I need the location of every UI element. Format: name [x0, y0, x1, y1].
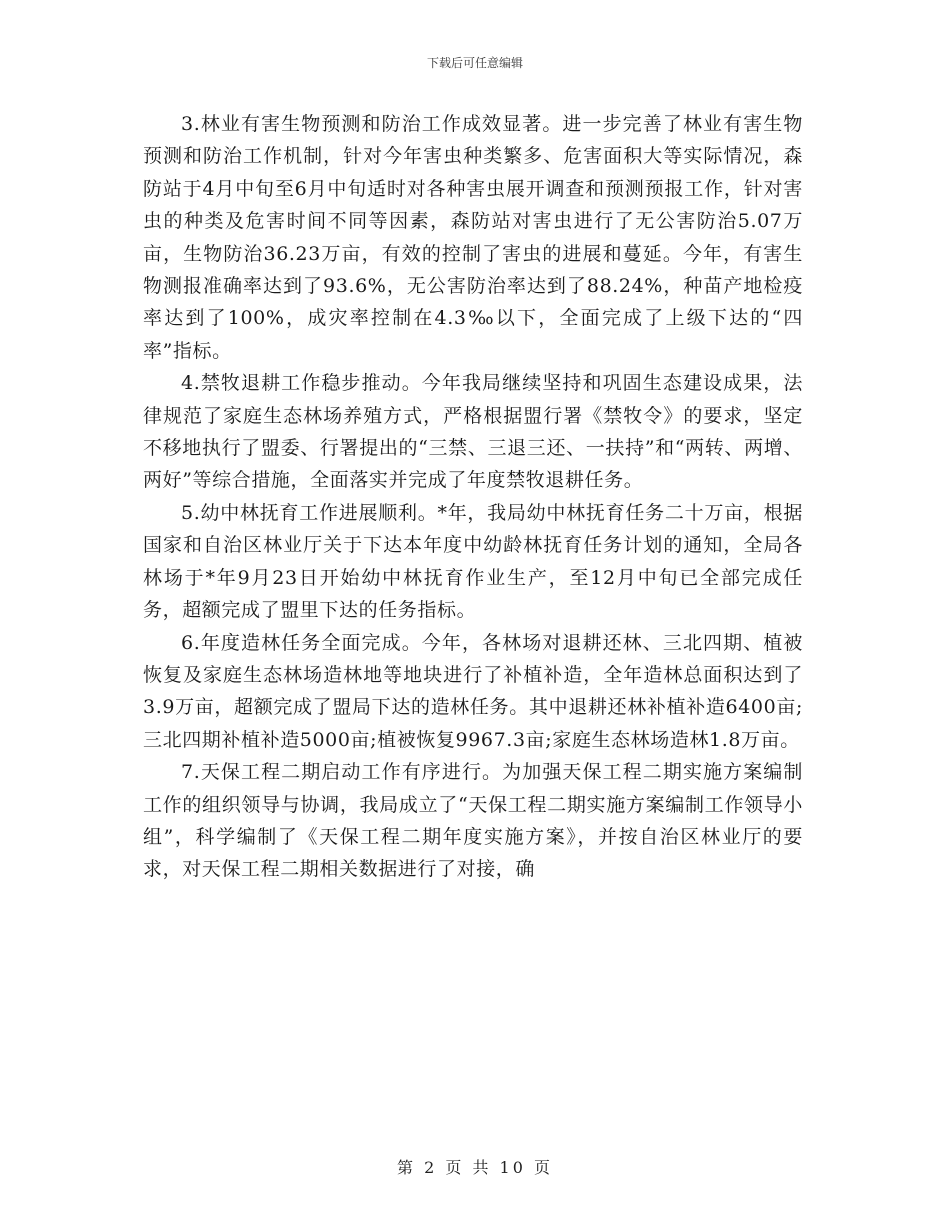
document-body [143, 108, 803, 886]
page-header: 下载后可任意编辑 [426, 56, 523, 70]
paragraph-7: 7.天保工程二期启动工作有序进行。为加强天保工程二期实施方案编制工作的组织领导与协调，我局成立了“天保工程二期实施方案编制工作领导小组”，科学编制了《天保工程二期年度实施方案》，并按自治区林业厅的要求，对天保工程二期相关数据进行了对接，确 [143, 761, 803, 881]
paragraph-4: 4.禁牧退耕工作稳步推动。今年我局继续坚持和巩固生态建设成果，法律规范了家庭生态林场养殖方式，严格根据盟行署《禁牧令》的要求，坚定不移地执行了盟委、行署提出的“三禁、三退三还、一扶持”和“两转、两增、两好”等综合措施，全面落实并完成了年度禁牧退耕任务。 [143, 372, 803, 492]
paragraph-6: 6.年度造林任务全面完成。今年，各林场对退耕还林、三北四期、植被恢复及家庭生态林场造林地等地块进行了补植补造，全年造林总面积达到了3.9万亩，超额完成了盟局下达的造林任务。其中退耕还林补植补造6400亩;三北四期补植补造5000亩;植被恢复9967.3亩;家庭生态林场造林1.8万亩。 [143, 631, 803, 751]
paragraph-3: 3.林业有害生物预测和防治工作成效显著。进一步完善了林业有害生物预测和防治工作机制，针对今年害虫种类繁多、危害面积大等实际情况，森防站于4月中旬至6月中旬适时对各种害虫展开调查和预测预报工作，针对害虫的种类及危害时间不同等因素，森防站对害虫进行了无公害防治5.07万亩，生物防治36.23万亩，有效的控制了害虫的进展和蔓延。今年，有害生物测报准确率达到了93.6%，无公害防治率达到了88.24%，种苗产地检疫率达到了100%，成灾率控制在4.3‰以下，全面完成了上级下达的“四率”指标。 [143, 113, 803, 362]
page-number: 第 2 页 共 10 页 [397, 1158, 553, 1177]
paragraph-5: 5.幼中林抚育工作进展顺利。*年，我局幼中林抚育任务二十万亩，根据国家和自治区林业厅关于下达本年度中幼龄林抚育任务计划的通知，全局各林场于*年9月23日开始幼中林抚育作业生产，至12月中旬已全部完成任务，超额完成了盟里下达的任务指标。 [143, 501, 803, 622]
